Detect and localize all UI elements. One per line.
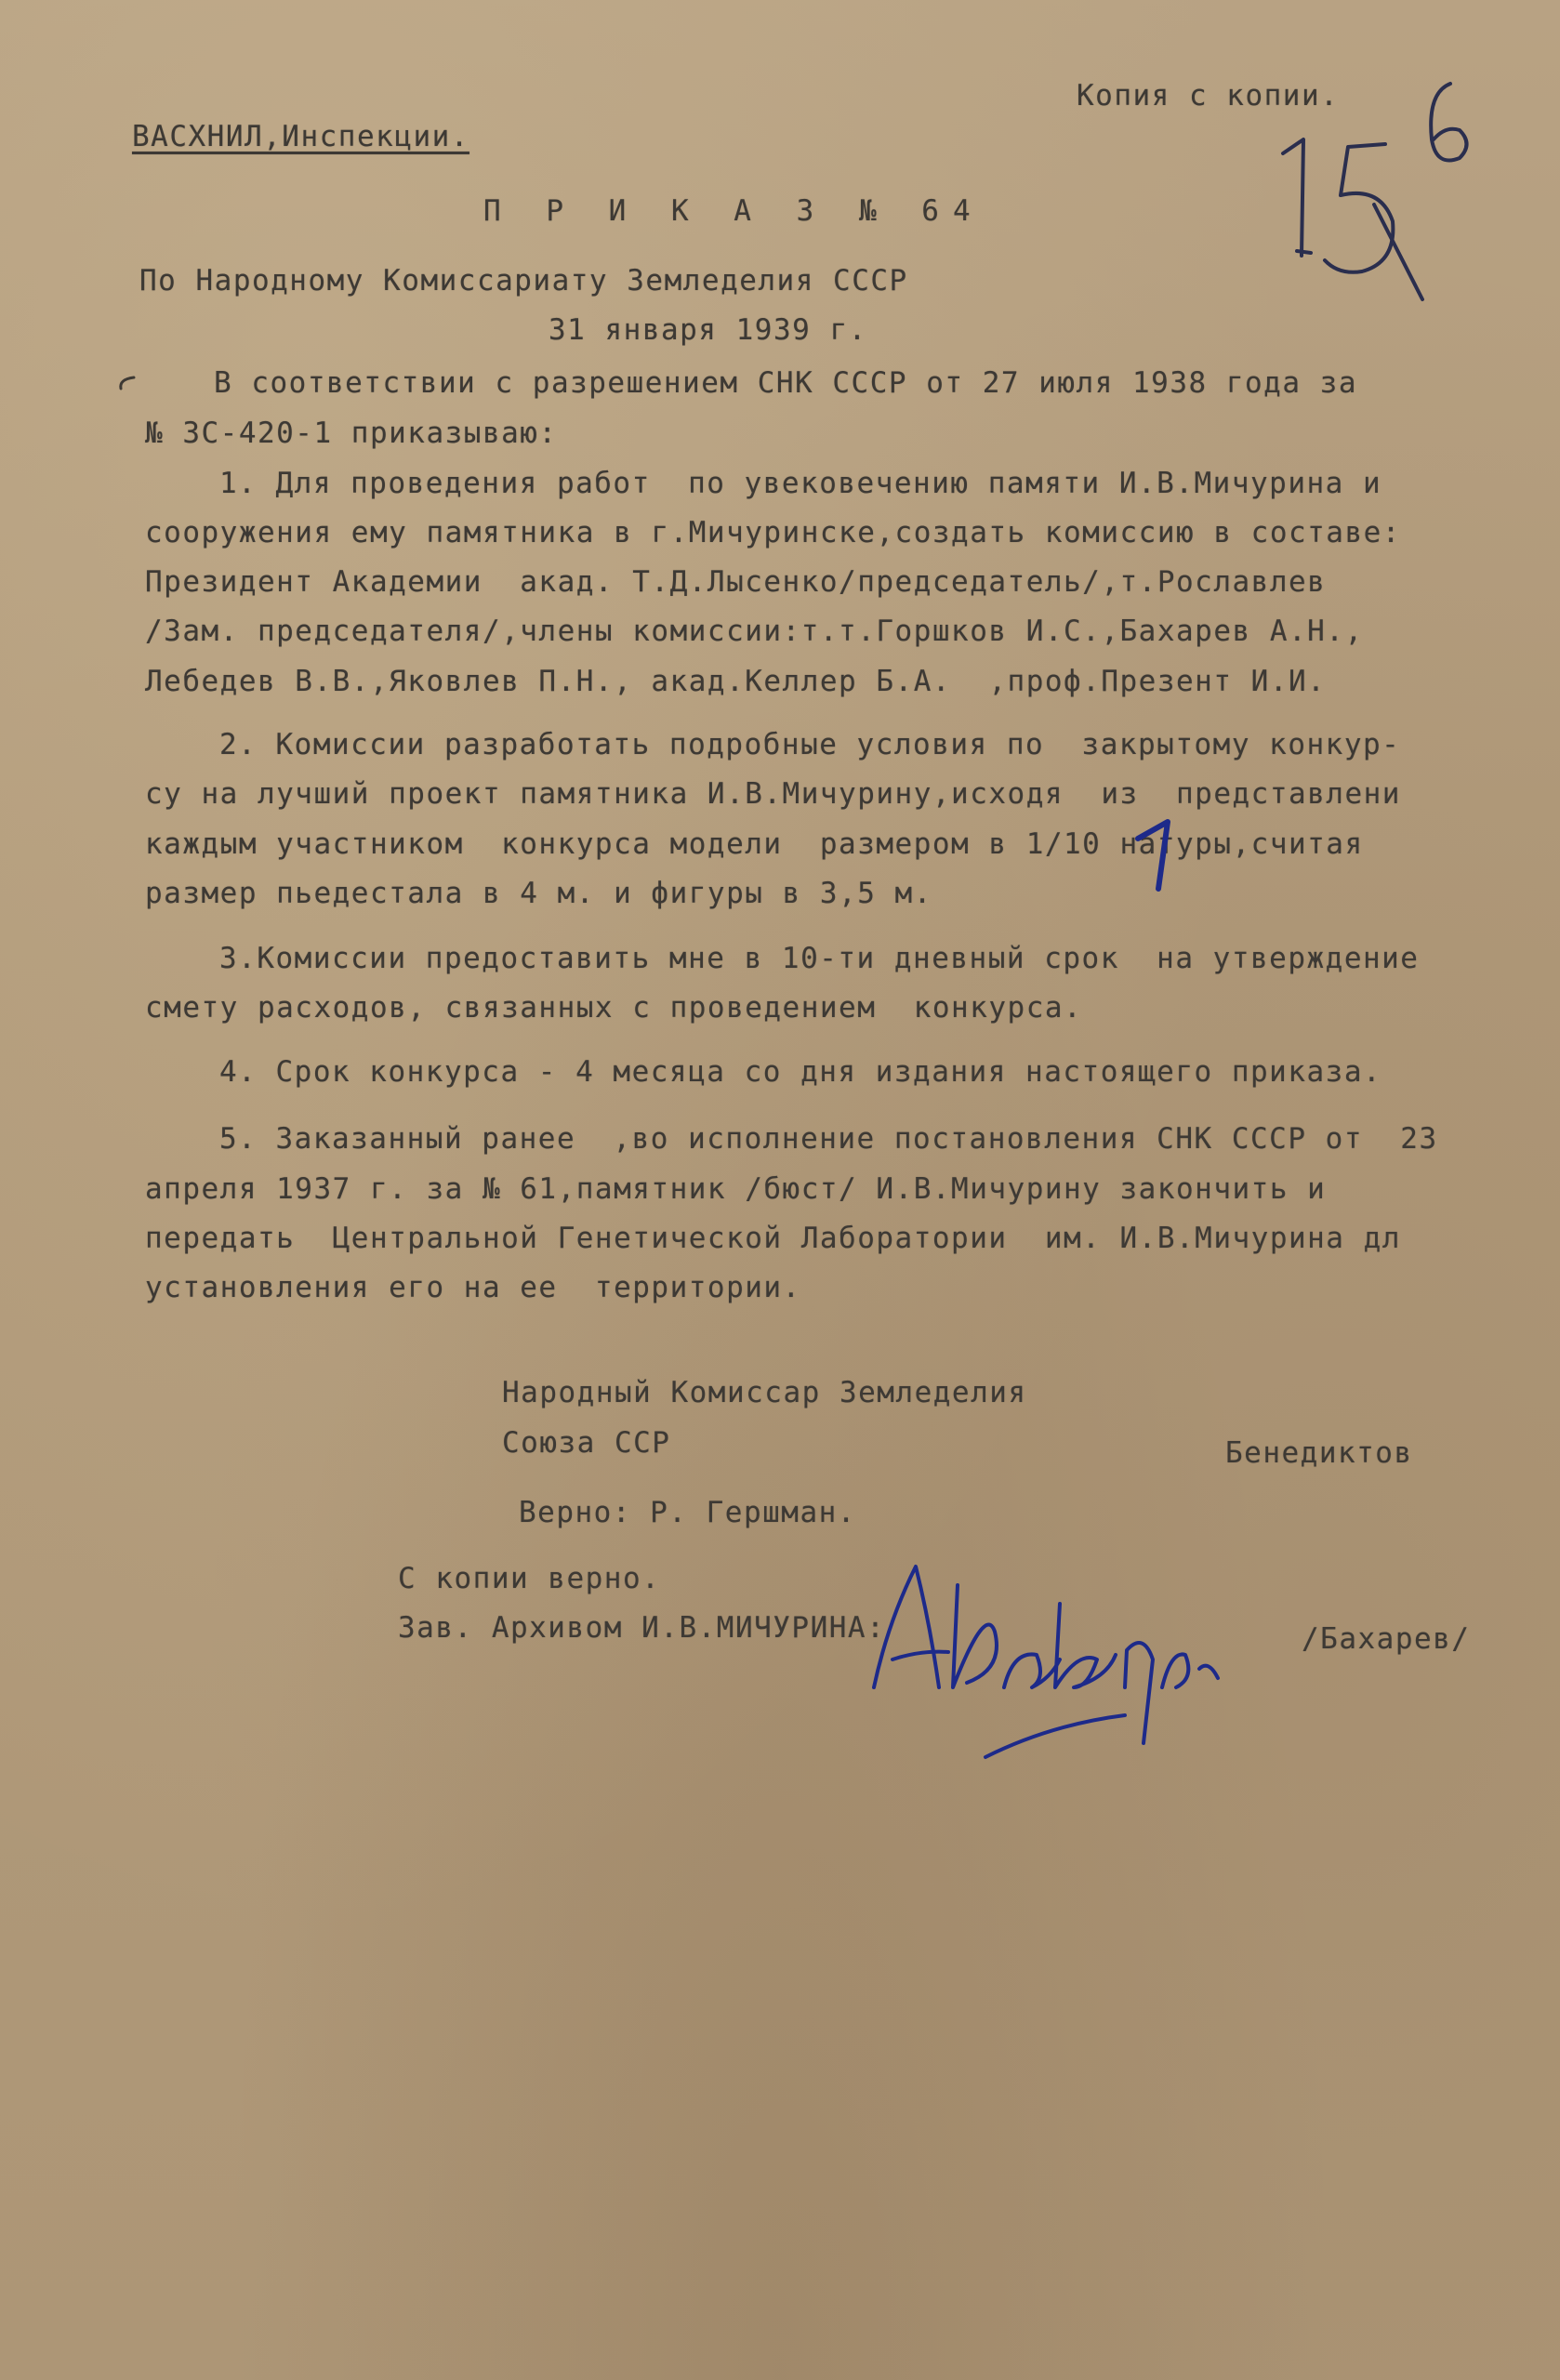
addressee: ВАСХНИЛ,Инспекции. (132, 120, 469, 153)
preamble-line-1: В соответствии с разрешением СНК СССР от 27 июля 1938 года за (214, 366, 1357, 400)
archive-head-line: Зав. Архивом И.В.МИЧУРИНА: (398, 1611, 886, 1645)
margin-mark (113, 370, 141, 398)
signatory-position-2: Союза ССР (502, 1426, 671, 1460)
preamble-line-2: № ЗС-420-1 приказываю: (145, 416, 558, 450)
order-subtitle: По Народному Комиссариату Земледелия СССР (139, 264, 908, 298)
order-title: П Р И К А З № 64 (483, 194, 985, 228)
item-1-line-4: /Зам. председателя/,члены комиссии:т.т.Горшков И.С.,Бахарев А.Н., (145, 615, 1364, 648)
copy-note: Копия с копии. (1077, 79, 1340, 112)
signatory-position-1: Народный Комиссар Земледелия (502, 1376, 1027, 1409)
item-2-line-3: каждым участником конкурса модели размером в 1/10 натуры,считая (145, 827, 1364, 861)
item-5-line-3: передать Центральной Генетической Лаборатории им. И.В.Мичурина дл (145, 1222, 1401, 1255)
item-3-line-1: 3.Комиссии предоставить мне в 10-ти дневный срок на утверждение (219, 942, 1420, 975)
item-3-line-2: смету расходов, связанных с проведением конкурса. (145, 991, 1083, 1025)
item-5-line-1: 5. Заказанный ранее ,во исполнение постановления СНК СССР от 23 (219, 1122, 1438, 1156)
item-2-line-4: размер пьедестала в 4 м. и фигуры в 3,5 м. (145, 877, 932, 910)
verified-line: Верно: Р. Гершман. (519, 1496, 856, 1529)
item-1-line-2: сооружения ему памятника в г.Мичуринске,создать комиссию в составе: (145, 516, 1401, 549)
handwritten-signature (865, 1548, 1274, 1771)
item-1-line-5: Лебедев В.В.,Яковлев П.Н., акад.Келлер Б.А. ,проф.Презент И.И. (145, 665, 1327, 698)
item-1-line-1: 1. Для проведения работ по увековечению памяти И.В.Мичурина и (219, 467, 1382, 500)
signatory-name: Бенедиктов (1225, 1436, 1413, 1470)
archive-head-name: /Бахарев/ (1302, 1622, 1471, 1656)
order-date: 31 января 1939 г. (549, 313, 867, 347)
item-1-line-3: Президент Академии акад. Т.Д.Лысенко/председатель/,т.Рославлев (145, 565, 1327, 599)
item-2-line-2: су на лучший проект памятника И.В.Мичурину,исходя из представлени (145, 777, 1401, 811)
item-5-line-4: установления его на ее территории. (145, 1271, 801, 1304)
pen-correction-mark (1132, 818, 1196, 892)
item-2-line-1: 2. Комиссии разработать подробные условия по закрытому конкур- (219, 728, 1401, 761)
handwritten-number-mark (1274, 56, 1497, 316)
copy-verified-line: С копии верно. (398, 1562, 661, 1595)
item-4-line-1: 4. Срок конкурса - 4 месяца со дня издания настоящего приказа. (219, 1055, 1382, 1089)
item-5-line-2: апреля 1937 г. за № 61,памятник /бюст/ И.В.Мичурину закончить и (145, 1172, 1327, 1206)
